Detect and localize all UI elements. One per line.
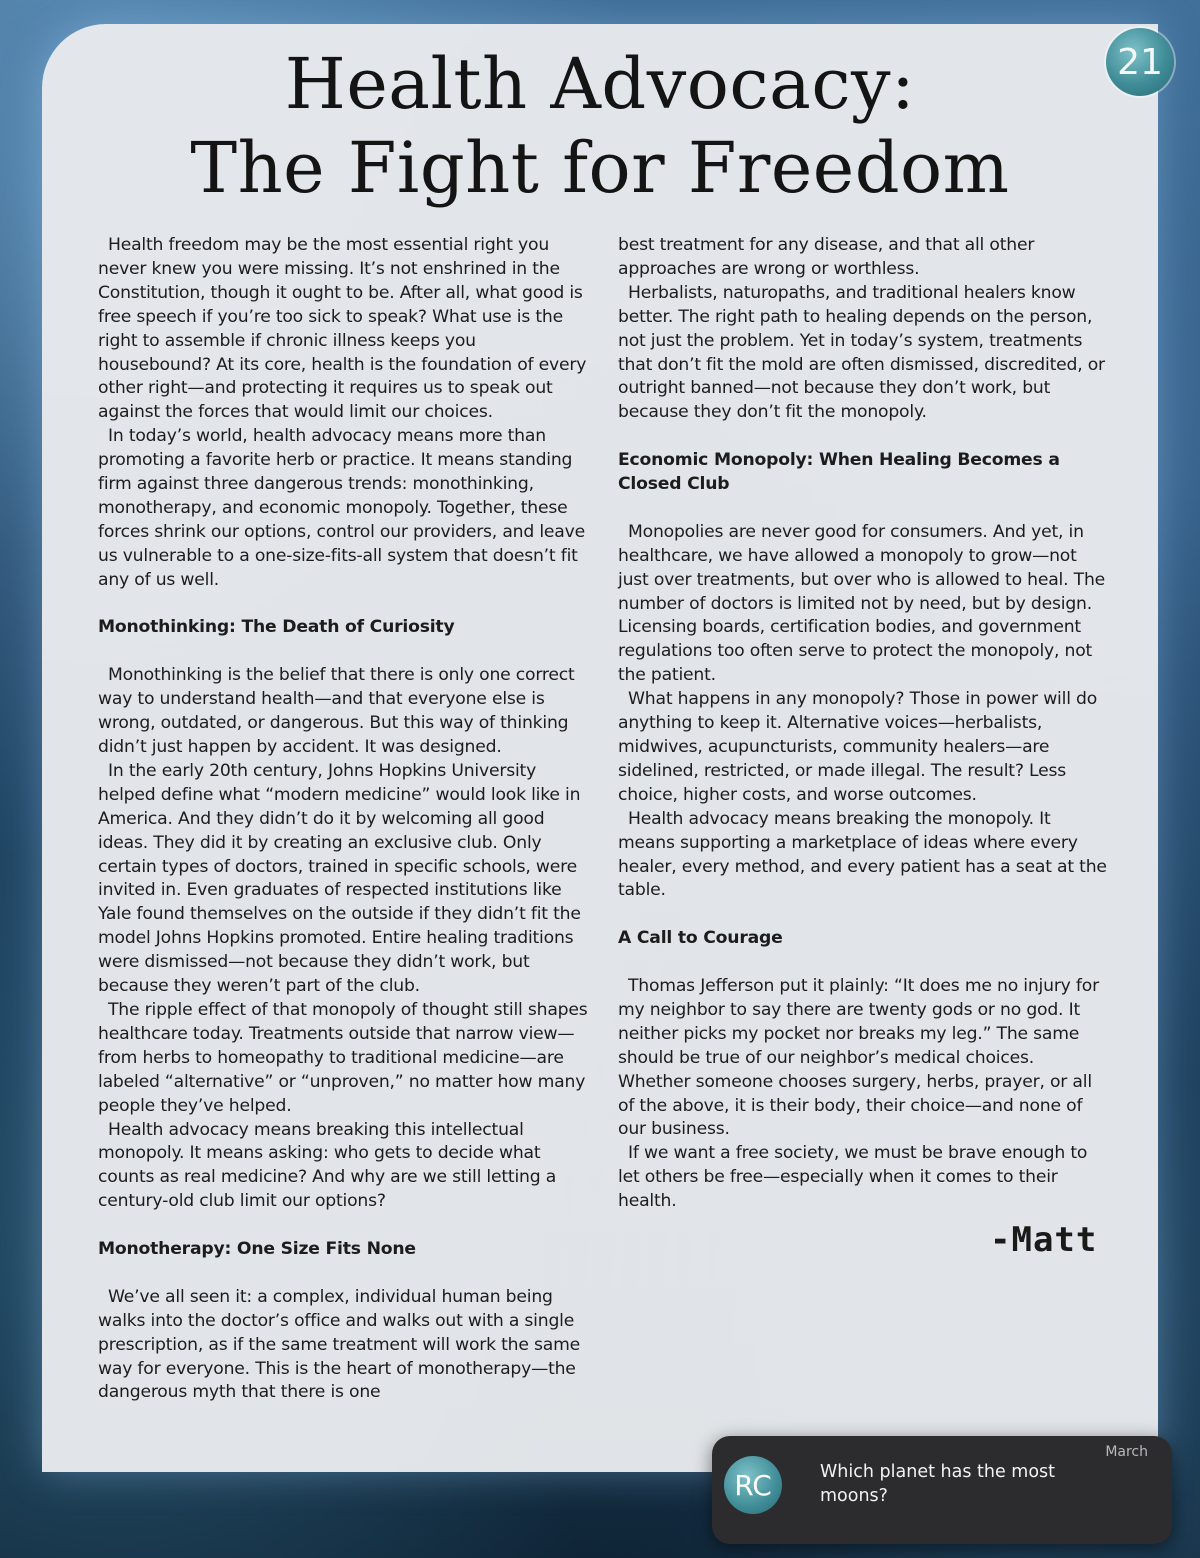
paragraph: Health advocacy means breaking this intellectual monopoly. It means asking: who gets to decide what counts as real medicine? And why are we still letting a century-old club limit our options? — [98, 1119, 557, 1212]
message-notification[interactable] — [712, 1436, 1172, 1544]
paragraph: Health advocacy means breaking the monopoly. It means supporting a marketplace of ideas where every healer, every method, and every patient has a seat at the table. — [618, 808, 1107, 901]
section-heading-call-to-courage: A Call to Courage — [618, 928, 783, 949]
article-column-left — [98, 234, 588, 1405]
paragraph: best treatment for any disease, and that all other approaches are wrong or worthless. — [618, 235, 1035, 279]
paragraph: We’ve all seen it: a complex, individual human being walks into the doctor’s office and walks out with a single prescription, as if the same treatment will work the same way for everyone. This is the heart of monotherapy—the dangerous myth that there is one — [98, 1286, 581, 1403]
notification-time: March — [1105, 1444, 1148, 1460]
page-number-badge: 21 — [1106, 28, 1174, 96]
paragraph: In the early 20th century, Johns Hopkins University helped define what “modern medicine” would look like in America. And they didn’t do it by welcoming all good ideas. They did it by creating an exclusive club. Only certain types of doctors, trained in specific schools, were invited in. Even graduates of respected institutions like Yale found themselves on the outside if they didn’t fit the model Johns Hopkins promoted. Entire healing traditions were dismissed—not because they didn’t work, but because they weren’t part of the club. — [98, 760, 581, 997]
article-title-line-2: The Fight for Freedom — [190, 127, 1010, 209]
paragraph: Thomas Jefferson put it plainly: “It does me no injury for my neighbor to say there are twenty gods or no god. It neither picks my pocket nor breaks my leg.” The same should be true of our neighbor’s medical choices. Whether someone chooses surgery, herbs, prayer, or all of the above, it is their body, their choice—and none of our business. — [618, 976, 1099, 1140]
section-heading-monothinking: Monothinking: The Death of Curiosity — [98, 617, 455, 638]
author-signature: -Matt — [990, 1220, 1098, 1260]
paragraph: If we want a free society, we must be brave enough to let others be free—especially when it comes to their health. — [618, 1143, 1088, 1212]
article-column-right — [618, 234, 1108, 1214]
paragraph: The ripple effect of that monopoly of thought still shapes healthcare today. Treatments outside that narrow view—from herbs to homeopathy to traditional medicine—are labeled “alternative” or “unproven,” no matter how many people they’ve helped. — [98, 999, 588, 1116]
article-title-line-1: Health Advocacy: — [284, 43, 916, 125]
notification-message: Which planet has the most moons? — [820, 1462, 1056, 1506]
paragraph: Health freedom may be the most essential right you never knew you were missing. It’s not enshrined in the Constitution, though it ought to be. After all, what good is free speech if you’re too sick to speak? What use is the right to assemble if chronic illness keeps you housebound? At its core, health is the foundation of every other right—and protecting it requires us to speak out against the forces that would limit our choices. — [98, 235, 587, 423]
paragraph: What happens in any monopoly? Those in power will do anything to keep it. Alternative voices—herbalists, midwives, acupuncturists, community healers—are sidelined, restricted, or made illegal. The result? Less choice, higher costs, and worse outcomes. — [618, 689, 1098, 805]
paragraph: Monopolies are never good for consumers. And yet, in healthcare, we have allowed a monopoly to grow—not just over treatments, but over who is allowed to heal. The number of doctors is limited not by need, but by design. Licensing boards, certification bodies, and government regulations too often serve to protect the monopoly, not the patient. — [618, 521, 1106, 686]
paragraph: Monothinking is the belief that there is only one correct way to understand health—and that everyone else is wrong, outdated, or dangerous. But this way of thinking didn’t just happen by accident. It was designed. — [98, 665, 575, 757]
section-heading-monotherapy: Monotherapy: One Size Fits None — [98, 1239, 416, 1260]
paragraph: In today’s world, health advocacy means more than promoting a favorite herb or practice. It means standing firm against three dangerous trends: monothinking, monotherapy, and economic monopoly. Together, these forces shrink our options, control our providers, and leave us vulnerable to a one-size-fits-all system that doesn’t fit any of us well. — [98, 426, 585, 590]
article-title — [42, 42, 1158, 210]
paragraph: Herbalists, naturopaths, and traditional healers know better. The right path to healing depends on the person, not just the problem. Yet in today’s system, treatments that don’t fit the mold are often dismissed, discredited, or outright banned—not because they don’t work, but because they don’t fit the monopoly. — [618, 282, 1105, 423]
section-heading-economic-monopoly: Economic Monopoly: When Healing Becomes a Closed Club — [618, 450, 1060, 495]
sender-avatar: RC — [724, 1456, 782, 1514]
